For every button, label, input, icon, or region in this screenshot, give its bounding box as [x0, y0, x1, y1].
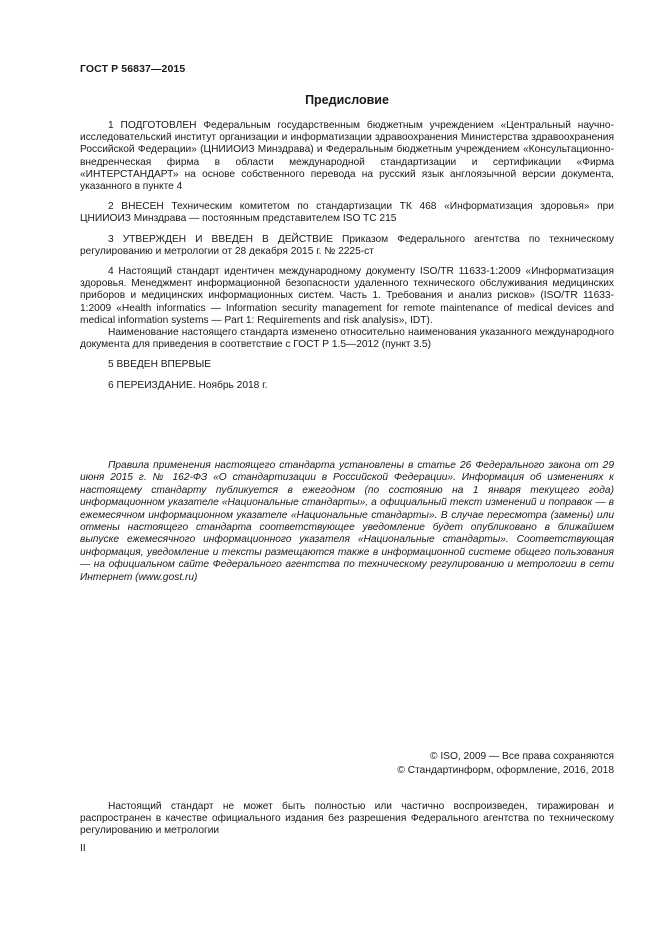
copyright-iso: © ISO, 2009 — Все права сохраняются	[430, 751, 614, 762]
foreword-item-1: 1 ПОДГОТОВЛЕН Федеральным государственным бюджетным учреждением «Центральный научно-исследовательский институт организации и информатизации здравоохранения Министерства здравоохранения Российской Федерации» (ЦНИИОИЗ Минздрава) и Федеральным бюджетным учреждением «Консультационно-внедренческая фирма в области международной стандартизации и сертификации «Фирма «ИНТЕРСТАНДАРТ» на основе собственного перевода на русский язык англоязычной версии документа, указанного в пункте 4	[80, 120, 614, 193]
foreword-item-5: 5 ВВЕДЕН ВПЕРВЫЕ	[108, 359, 212, 371]
foreword-item-3: 3 УТВЕРЖДЕН И ВВЕДЕН В ДЕЙСТВИЕ Приказом Федерального агентства по техническому регулированию и метрологии от 28 декабря 2015 г. № 2225-ст	[80, 233, 614, 257]
foreword-item-2: 2 ВНЕСЕН Техническим комитетом по стандартизации ТК 468 «Информатизация здоровья» при ЦНИИОИЗ Минздрава — постоянным представителем ISO TC 215	[80, 201, 614, 225]
application-rules-notice: Правила применения настоящего стандарта установлены в статье 26 Федерального закона от 29 июня 2015 г. № 162-ФЗ «О стандартизации в Российской Федерации». Информация об изменениях к настоящему стандарту публикуется в ежегодном (по состоянию на 1 января текущего года) информационном указателе «Национальные стандарты», а официальный текст изменений и поправок — в ежемесячном информационном указателе «Национальные стандарты». В случае пересмотра (замены) или отмены настоящего стандарта соответствующее уведомление будет опубликовано в ближайшем выпуске ежемесячного информационного указателя «Национальные стандарты». Соответствующая информация, уведомление и тексты размещаются также в информационной системе общего пользования — на официальном сайте Федерального агентства по техническому регулированию и метрологии в сети Интернет (www.gost.ru)	[80, 460, 614, 583]
foreword-item-6: 6 ПЕРЕИЗДАНИЕ. Ноябрь 2018 г.	[108, 379, 268, 391]
foreword-items	[80, 120, 614, 392]
foreword-item-4: 4 Настоящий стандарт идентичен международному документу ISO/TR 11633-1:2009 «Информатизация здоровья. Менеджмент информационной безопасности удаленного технического обслуживания медицинских приборов и медицинских информационных систем. Часть 1. Требования и анализ рисков» (ISO/TR 11633-1:2009 «Health informatics — Information security management for remote maintenance of medical devices and medical information systems — Part 1: Requirements and risk analysis», IDT).	[80, 266, 614, 326]
page-number: II	[80, 843, 86, 854]
reproduction-notice: Настоящий стандарт не может быть полностью или частично воспроизведен, тиражирован и распространен в качестве официального издания без разрешения Федерального агентства по техническому регулированию и метрологии	[80, 801, 614, 837]
copyright-block	[397, 750, 614, 777]
foreword-item-4-note: Наименование настоящего стандарта изменено относительно наименования указанного международного документа для приведения в соответствие с ГОСТ Р 1.5—2012 (пункт 3.5)	[80, 327, 614, 351]
section-title: Предисловие	[305, 93, 389, 107]
copyright-standartinform: © Стандартинформ, оформление, 2016, 2018	[397, 764, 614, 776]
document-id-header: ГОСТ Р 56837—2015	[80, 63, 186, 75]
